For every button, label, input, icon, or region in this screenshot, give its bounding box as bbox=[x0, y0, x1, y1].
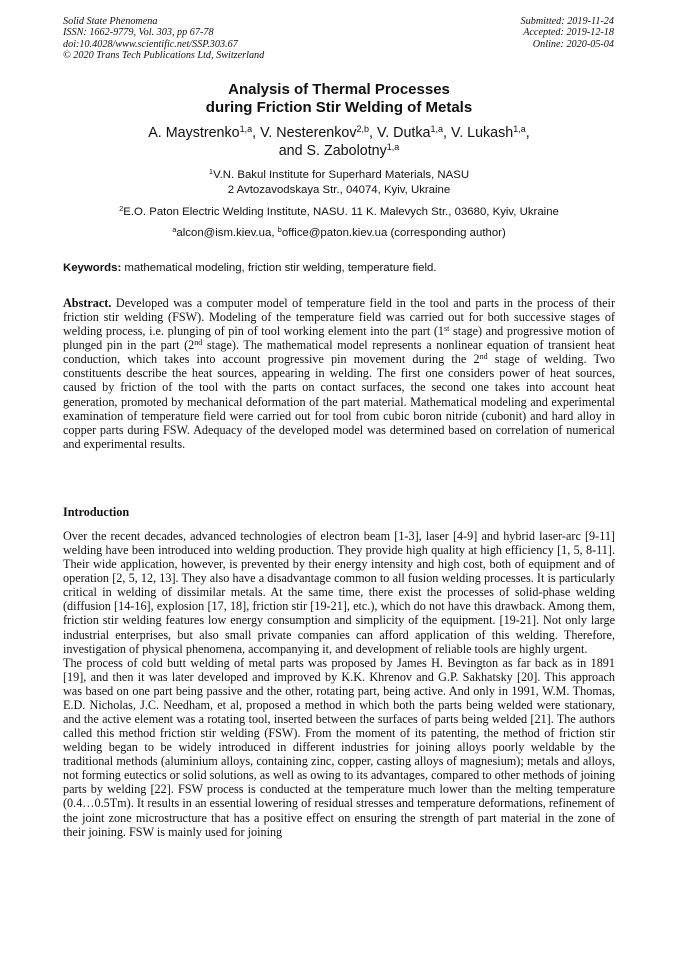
affiliation-1-address: 2 Avtozavodskaya Str., 04074, Kyiv, Ukraine bbox=[227, 183, 451, 196]
keywords-label: Keywords: bbox=[63, 262, 122, 274]
ordinal-suffix: st bbox=[444, 324, 450, 334]
title-line-1: Analysis of Thermal Processes bbox=[228, 81, 450, 98]
email-a-link[interactable]: alcon@ism.kiev.ua, bbox=[176, 227, 278, 239]
abstract-text: stage) and progressive motion of plunged pin in the part (2 bbox=[63, 324, 615, 353]
author-separator: , bbox=[443, 125, 451, 141]
author-separator: , bbox=[252, 125, 261, 141]
author-list bbox=[0, 124, 678, 160]
introduction-paragraph: The process of cold butt welding of metal parts was proposed by James H. Bevington as far back as in 1891 [19], and then it was later developed and improved by K.K. Khrenov and G.P. Sakhatsky [20]. This approach was based on one part being passive and the other, rotating part, being active. And only in 1991, W.M. Thomas, E.D. Nicholas, J.C. Needham, et al, proposed a method in which both the parts being welded were stationary, and the active element was a rotating tool, inserted between the surfaces of parts being welded [21]. The authors called this method friction stir welding (FSW). From the moment of its patenting, the method of friction stir welding began to be widely introduced in different industries for joining alloys poorly weldable by the traditional methods (aluminium alloys, containing zinc, copper, casting alloys of magnesium); metals and alloys, not forming eutectics or solid solutions, as well as owing to its advantages, compared to other methods of joining parts by welding [22]. FSW process is conducted at the temperature much lower than the melting temperature (0.4…0.5Tm). It results in an essential lowering of residual stresses and temperature deformations, refinement of the joint zone microstructure that has a positive effect on ensuring the strength of part material in the zone of their joining. FSW is mainly used for joining bbox=[63, 655, 615, 839]
abstract-text: stage). The mathematical model represents a nonlinear equation of transient heat conduction, which takes into account progressive pin movement during the 2 bbox=[63, 338, 616, 367]
introduction-body bbox=[63, 529, 615, 839]
email-b-link[interactable]: office@paton.kiev.ua (corresponding author) bbox=[281, 227, 506, 239]
introduction-heading: Introduction bbox=[63, 505, 130, 519]
author-affiliation-mark: 2,b bbox=[356, 124, 370, 134]
journal-name: Solid State Phenomena bbox=[63, 16, 158, 27]
ordinal-suffix: nd bbox=[194, 338, 203, 348]
author-name: V. Dutka bbox=[376, 125, 431, 141]
authors-line-1 bbox=[0, 124, 678, 142]
author-affiliation-mark: 1,a bbox=[386, 142, 400, 152]
email-mark: b bbox=[277, 225, 282, 234]
affiliation-1-name: V.N. Bakul Institute for Superhard Materials, NASU bbox=[213, 169, 470, 181]
affiliation-2-text: E.O. Paton Electric Welding Institute, NASU. 11 K. Malevych Str., 03680, Kyiv, Ukraine bbox=[123, 206, 559, 218]
authors-line-2 bbox=[0, 142, 678, 160]
abstract-text: stage of welding. Two constituents describe the heat sources, appearing in welding. The first one considers power of heat sources, caused by friction of the tool with the parts on contact surfaces, the second one takes into account heat generation, promoted by mechanical deformation of the part material. Mathematical modeling and experimental examination of temperature field were carried out for tool from cubic boron nitride (cubonit) and hard alloy in copper parts during FSW. Adequacy of the developed model was determined based on correlation of numerical and experimental results. bbox=[63, 352, 616, 451]
dates-info bbox=[521, 16, 614, 50]
accepted-date: Accepted: 2019-12-18 bbox=[523, 27, 614, 39]
ordinal-suffix: nd bbox=[479, 352, 488, 362]
author-name: V. Lukash bbox=[450, 125, 514, 141]
submitted-date: Submitted: 2019-11-24 bbox=[520, 16, 614, 27]
author-separator: , bbox=[369, 125, 377, 141]
affiliation-2 bbox=[0, 205, 678, 220]
online-date: Online: 2020-05-04 bbox=[532, 38, 614, 50]
author-affiliation-mark: 1,a bbox=[239, 124, 253, 134]
author-separator: , bbox=[525, 125, 530, 141]
author-name: V. Nesterenkov bbox=[260, 125, 357, 141]
keywords bbox=[63, 261, 615, 276]
affiliation-1 bbox=[0, 168, 678, 197]
affiliation-1-line-1 bbox=[0, 168, 678, 183]
affiliation-mark: 1 bbox=[208, 167, 214, 176]
issn-line: ISSN: 1662-9779, Vol. 303, pp 67-78 bbox=[63, 27, 214, 39]
paper-title bbox=[0, 81, 678, 117]
copyright-line: © 2020 Trans Tech Publications Ltd, Switzerland bbox=[63, 50, 265, 62]
author-affiliation-mark: 1,a bbox=[430, 124, 444, 134]
journal-info bbox=[63, 16, 264, 62]
contact-emails bbox=[0, 226, 678, 241]
abstract bbox=[63, 296, 615, 451]
author-name: A. Maystrenko bbox=[148, 125, 240, 141]
author-affiliation-mark: 1,a bbox=[513, 124, 526, 134]
abstract-text: Developed was a computer model of temperature field in the tool and parts in the process of their friction stir welding (FSW). Modeling of the temperature field was carried out for both successive stages of welding process, i.e. plunging of pin of tool working element into the part (1 bbox=[63, 296, 615, 339]
author-and: and bbox=[278, 143, 307, 159]
email-mark: a bbox=[172, 225, 177, 234]
abstract-label: Abstract. bbox=[63, 296, 112, 310]
keywords-text: mathematical modeling, friction stir welding, temperature field. bbox=[121, 262, 437, 274]
affiliation-mark: 2 bbox=[119, 204, 124, 213]
introduction-paragraph: Over the recent decades, advanced technologies of electron beam [1-3], laser [4-9] and hybrid laser-arc [9-11] welding have been introduced into welding production. They provide high quality at high efficiency [1, 5, 8-11]. Their wide application, however, is prevented by their energy intensity and high cost, both of equipment and of operation [2, 5, 12, 13]. They also have a disadvantage common to all fusion welding processes. It is particularly critical in welding of dissimilar metals. At the same time, there exist the processes of solid-phase welding (diffusion [14-16], explosion [17, 18], friction stir [19-21], etc.), which do not have this drawback. Among them, friction stir welding features low energy consumption and simplicity of the equipment. [19-21]. Not only large industrial enterprises, but also small private companies can afford application of this welding. Therefore, investigation of physical phenomena, accompanying it, and development of reliable tools are highly urgent. bbox=[63, 529, 615, 656]
doi-line: doi:10.4028/www.scientific.net/SSP.303.67 bbox=[63, 38, 238, 50]
author-name: S. Zabolotny bbox=[306, 143, 387, 159]
title-line-2: during Friction Stir Welding of Metals bbox=[205, 99, 473, 116]
